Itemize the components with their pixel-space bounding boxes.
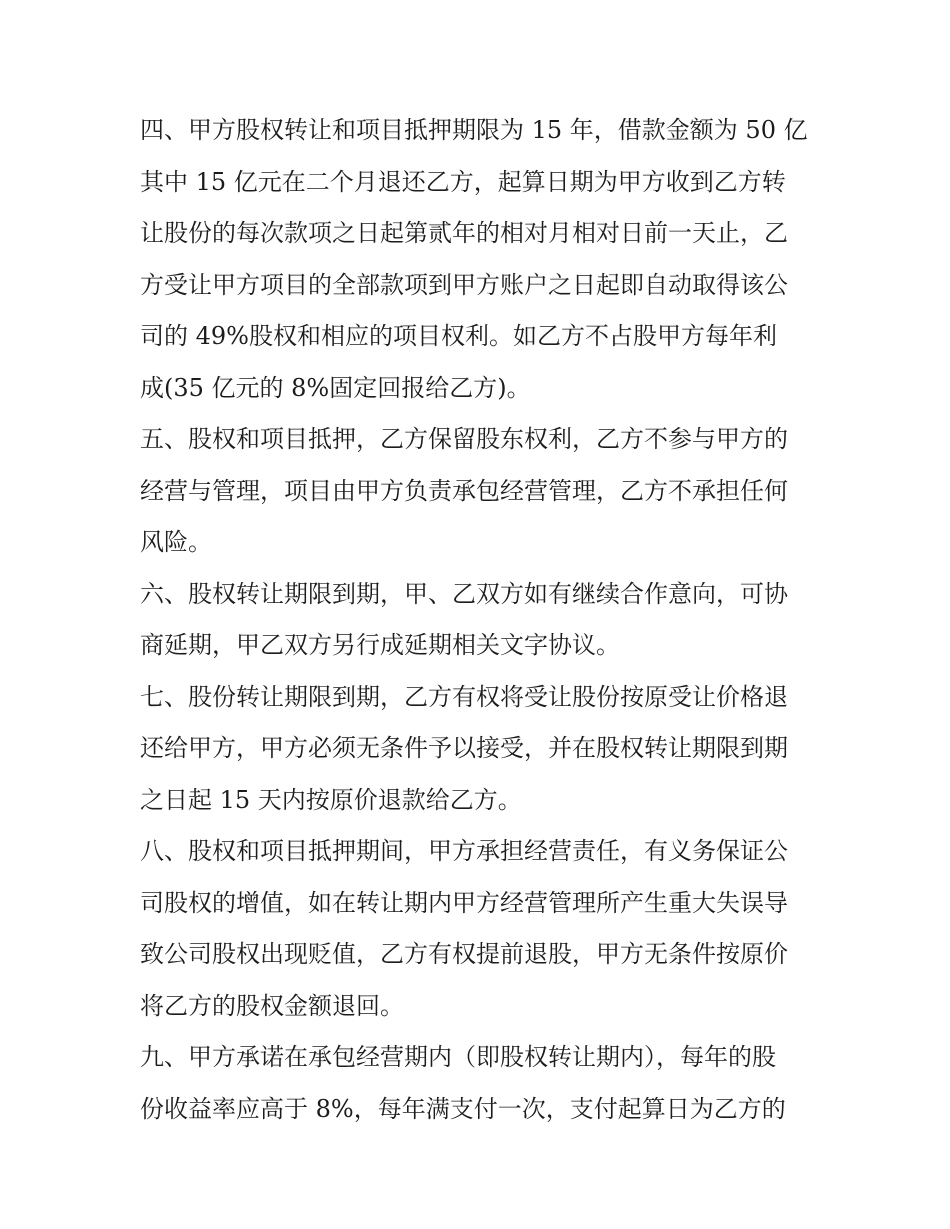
clause-7-line-1: 七、股份转让期限到期，乙方有权将受让股份按原受让价格退: [140, 682, 788, 711]
clause-6-line-1: 六、股权转让期限到期，甲、乙双方如有继续合作意向，可协: [140, 579, 788, 608]
clause-4-line-5: 司的 49%股权和相应的项目权利。如乙方不占股甲方每年利: [140, 322, 777, 350]
clause-7-line-2: 还给甲方，甲方必须无条件予以接受，并在股权转让期限到期: [140, 734, 788, 762]
clause-6-line-2: 商延期，甲乙双方另行成延期相关文字协议。: [140, 631, 620, 659]
clause-5-line-2: 经营与管理，项目由甲方负责承包经营管理，乙方不承担任何: [140, 476, 788, 505]
clause-9-line-2: 份收益率应高于 8%，每年满支付一次，支付起算日为乙方的: [140, 1094, 786, 1123]
clause-7-line-3: 之日起 15 天内按原价退款给乙方。: [140, 785, 522, 814]
clause-4-line-6: 成(35 亿元的 8%固定回报给乙方)。: [140, 373, 531, 402]
clause-8-line-3: 致公司股权出现贬值，乙方有权提前退股，甲方无条件按原价: [140, 940, 788, 968]
document-body: [140, 105, 812, 1135]
clause-4-line-2: 其中 15 亿元在二个月退还乙方，起算日期为甲方收到乙方转: [140, 167, 786, 196]
clause-4-line-1: 四、甲方股权转让和项目抵押期限为 15 年，借款金额为 50 亿: [140, 116, 808, 144]
clause-8-line-2: 司股权的增值，如在转让期内甲方经营管理所产生重大失误导: [140, 888, 788, 917]
clause-4-line-4: 方受让甲方项目的全部款项到甲方账户之日起即自动取得该公: [140, 270, 788, 299]
clause-8-line-4: 将乙方的股权金额退回。: [140, 991, 404, 1020]
clause-5-line-1: 五、股权和项目抵押，乙方保留股东权利，乙方不参与甲方的: [140, 425, 788, 453]
clause-9-line-1: 九、甲方承诺在承包经营期内（即股权转让期内），每年的股: [140, 1043, 776, 1071]
clause-4-line-3: 让股份的每次款项之日起第贰年的相对月相对日前一天止，乙: [140, 219, 788, 247]
clause-5-line-3: 风险。: [140, 528, 212, 556]
clause-8-line-1: 八、股权和项目抵押期间，甲方承担经营责任，有义务保证公: [140, 837, 788, 865]
